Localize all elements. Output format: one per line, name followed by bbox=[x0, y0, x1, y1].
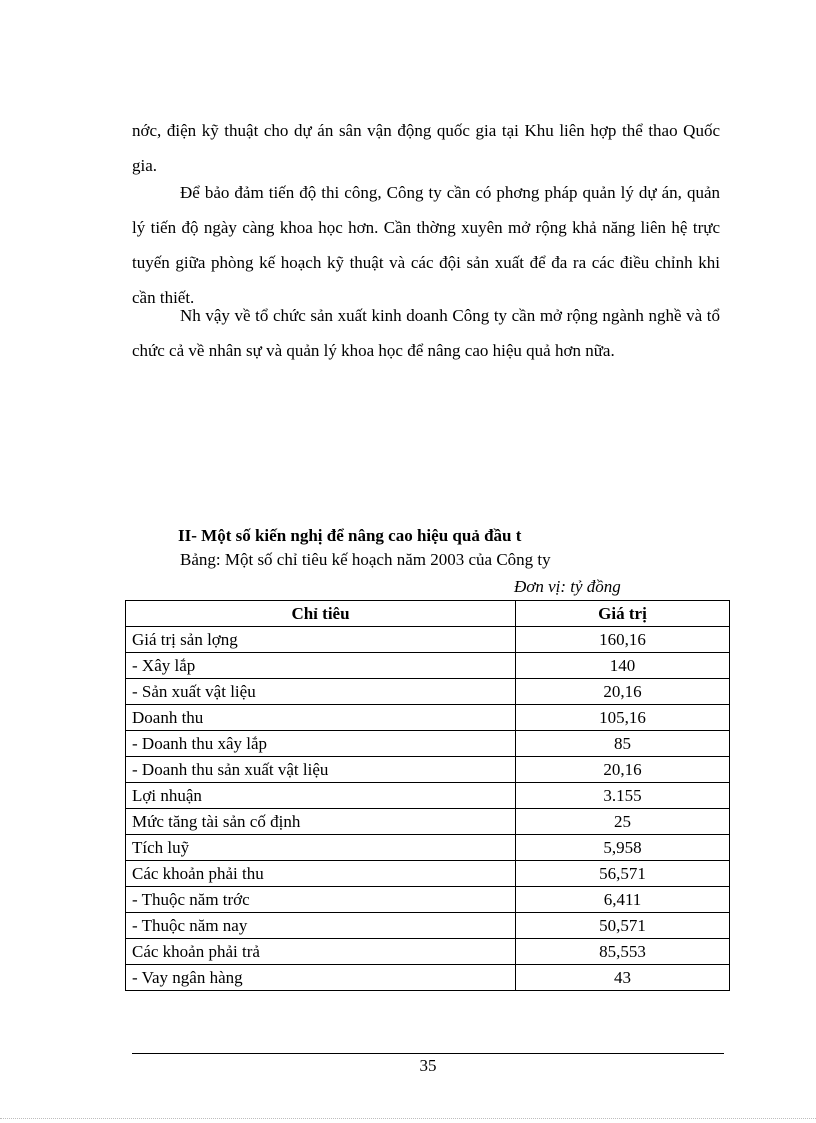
indicators-table bbox=[125, 600, 730, 991]
row-label: - Vay ngân hàng bbox=[126, 965, 516, 991]
row-value: 5,958 bbox=[516, 835, 730, 861]
table-caption: Bảng: Một số chỉ tiêu kế hoạch năm 2003 của Công ty bbox=[180, 550, 551, 569]
row-label: Các khoản phải trả bbox=[126, 939, 516, 965]
row-label: Mức tăng tài sản cố định bbox=[126, 809, 516, 835]
table-row bbox=[126, 939, 730, 965]
table-row bbox=[126, 627, 730, 653]
row-value: 160,16 bbox=[516, 627, 730, 653]
table-row bbox=[126, 679, 730, 705]
row-value: 85 bbox=[516, 731, 730, 757]
row-label: Các khoản phải thu bbox=[126, 861, 516, 887]
table-row bbox=[126, 965, 730, 991]
row-label: - Doanh thu sản xuất vật liệu bbox=[126, 757, 516, 783]
table-row bbox=[126, 913, 730, 939]
row-value: 20,16 bbox=[516, 679, 730, 705]
row-value: 140 bbox=[516, 653, 730, 679]
table-row bbox=[126, 809, 730, 835]
row-label: Giá trị sản lợng bbox=[126, 627, 516, 653]
row-value: 43 bbox=[516, 965, 730, 991]
row-value: 3.155 bbox=[516, 783, 730, 809]
row-label: Lợi nhuận bbox=[126, 783, 516, 809]
row-label: - Doanh thu xây lắp bbox=[126, 731, 516, 757]
row-value: 25 bbox=[516, 809, 730, 835]
row-label: Tích luỹ bbox=[126, 835, 516, 861]
section-heading: II- Một số kiến nghị để nâng cao hiệu quả đầu t bbox=[178, 526, 522, 545]
row-value: 105,16 bbox=[516, 705, 730, 731]
table-row bbox=[126, 705, 730, 731]
row-label: - Xây lắp bbox=[126, 653, 516, 679]
row-value: 85,553 bbox=[516, 939, 730, 965]
table-header-row bbox=[126, 601, 730, 627]
table-row bbox=[126, 835, 730, 861]
unit-note: Đơn vị: tỷ đồng bbox=[514, 577, 621, 596]
table-row bbox=[126, 783, 730, 809]
footer-rule bbox=[132, 1053, 724, 1054]
row-value: 6,411 bbox=[516, 887, 730, 913]
row-value: 56,571 bbox=[516, 861, 730, 887]
paragraph-3: Nh vậy về tổ chức sản xuất kinh doanh Công ty cần mở rộng ngành nghề và tổ chức cả về nhân sự và quản lý khoa học để nâng cao hiệu quả hơn nữa. bbox=[132, 306, 720, 360]
row-value: 50,571 bbox=[516, 913, 730, 939]
row-value: 20,16 bbox=[516, 757, 730, 783]
header-value: Giá trị bbox=[516, 601, 730, 627]
row-label: Doanh thu bbox=[126, 705, 516, 731]
page-number: 35 bbox=[419, 1056, 437, 1075]
row-label: - Sản xuất vật liệu bbox=[126, 679, 516, 705]
paragraph-2: Để bảo đảm tiến độ thi công, Công ty cần có phơng pháp quản lý dự án, quản lý tiến độ ngày càng khoa học hơn. Cần thờng xuyên mở rộng khả năng liên hệ trực tuyến giữa phòng kế hoạch kỹ thuật và các đội sản xuất để đa ra các điều chỉnh khi cần thiết. bbox=[132, 183, 720, 307]
row-label: - Thuộc năm trớc bbox=[126, 887, 516, 913]
header-indicator: Chỉ tiêu bbox=[126, 601, 516, 627]
table-row bbox=[126, 653, 730, 679]
row-label: - Thuộc năm nay bbox=[126, 913, 516, 939]
paragraph-1: nớc, điện kỹ thuật cho dự án sân vận động quốc gia tại Khu liên hợp thể thao Quốc gia. bbox=[132, 121, 720, 175]
table-row bbox=[126, 861, 730, 887]
page-edge-dotted-line bbox=[0, 1118, 816, 1119]
table-row bbox=[126, 757, 730, 783]
table-row bbox=[126, 887, 730, 913]
table-row bbox=[126, 731, 730, 757]
